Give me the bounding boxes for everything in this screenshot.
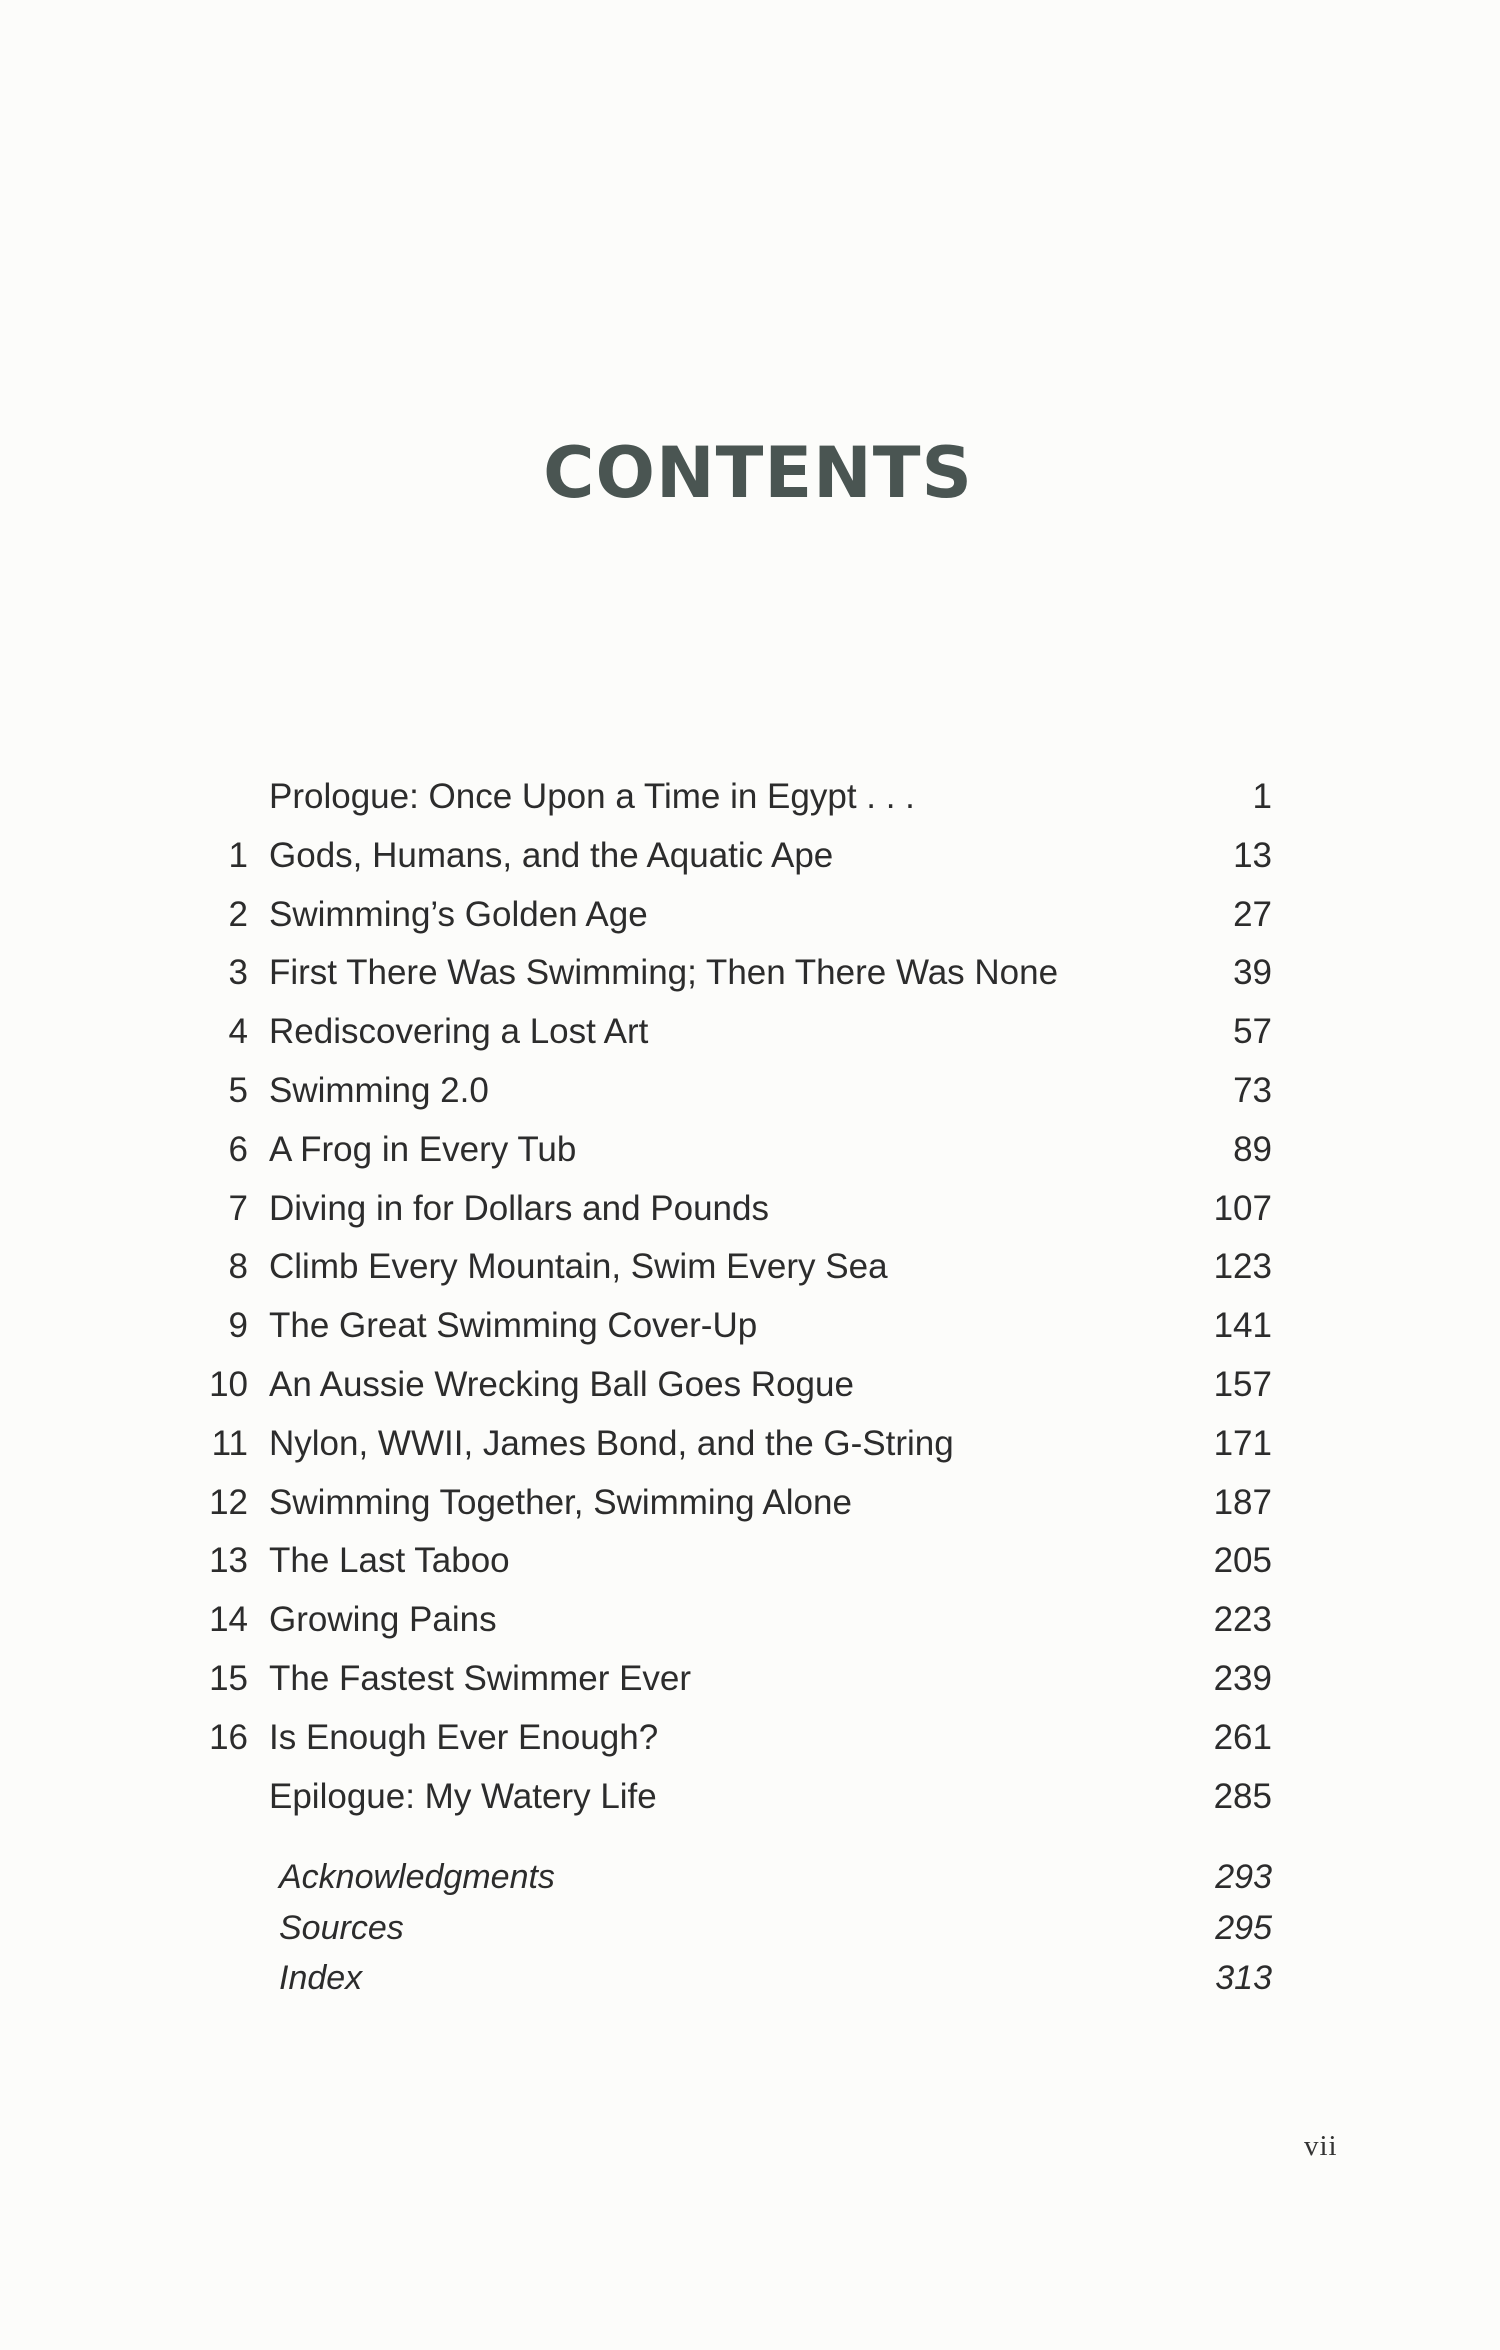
page-number: 141 xyxy=(1213,1306,1272,1346)
chapter-title: Swimming 2.0 xyxy=(269,1070,489,1110)
chapter-title: A Frog in Every Tub xyxy=(269,1129,577,1169)
toc-entry-epilogue xyxy=(200,1772,1272,1831)
page-number: 187 xyxy=(1213,1482,1272,1522)
toc-entry-chapter-15 xyxy=(200,1654,1272,1713)
toc-entry-chapter-7 xyxy=(200,1184,1272,1243)
chapter-number: 15 xyxy=(209,1658,248,1698)
toc-entry-chapter-16 xyxy=(200,1713,1272,1772)
chapter-title: Gods, Humans, and the Aquatic Ape xyxy=(269,835,834,875)
chapter-number: 10 xyxy=(209,1364,248,1404)
page-number: 285 xyxy=(1213,1776,1272,1816)
chapter-title: The Last Taboo xyxy=(269,1541,510,1581)
toc-entry-chapter-9 xyxy=(200,1301,1272,1360)
chapter-title: The Great Swimming Cover-Up xyxy=(269,1306,758,1346)
page-number: 27 xyxy=(1233,894,1272,934)
page-number: 171 xyxy=(1213,1423,1272,1463)
toc-entry-chapter-12 xyxy=(200,1478,1272,1537)
page-number: 205 xyxy=(1213,1541,1272,1581)
page-folio: vii xyxy=(1304,2130,1338,2162)
toc-entry-chapter-11 xyxy=(200,1419,1272,1478)
toc-entry-chapter-14 xyxy=(200,1595,1272,1654)
toc-entry-chapter-3 xyxy=(200,948,1272,1007)
page-number: 223 xyxy=(1213,1600,1272,1640)
chapter-number: 4 xyxy=(228,1012,248,1052)
chapter-number: 14 xyxy=(209,1600,248,1640)
chapter-number: 8 xyxy=(228,1247,248,1287)
page-number: 73 xyxy=(1233,1070,1272,1110)
chapter-number: 11 xyxy=(211,1423,248,1463)
page-number: 1 xyxy=(1252,777,1272,816)
page-number: 239 xyxy=(1213,1658,1272,1698)
toc-entry-prologue xyxy=(200,772,1272,831)
chapter-title: Nylon, WWII, James Bond, and the G-String xyxy=(269,1423,954,1463)
page-number: 293 xyxy=(1215,1858,1272,1896)
chapter-number: 7 xyxy=(228,1188,248,1228)
chapter-number: 16 xyxy=(209,1717,248,1757)
page-number: 89 xyxy=(1233,1129,1272,1169)
chapter-title: Is Enough Ever Enough? xyxy=(269,1717,659,1757)
page-number: 57 xyxy=(1233,1012,1272,1052)
toc-entry-chapter-13 xyxy=(200,1536,1272,1595)
back-matter-entry-acknowledgments xyxy=(279,1854,1272,1905)
table-of-contents xyxy=(200,772,1272,1830)
toc-entry-chapter-5 xyxy=(200,1066,1272,1125)
chapter-title: Growing Pains xyxy=(269,1600,497,1640)
chapter-title: First There Was Swimming; Then There Was None xyxy=(269,953,1059,993)
chapter-title: An Aussie Wrecking Ball Goes Rogue xyxy=(269,1364,854,1404)
page-number: 313 xyxy=(1215,1959,1272,1997)
toc-entry-chapter-10 xyxy=(200,1360,1272,1419)
page-number: 157 xyxy=(1213,1364,1272,1404)
chapter-title: Climb Every Mountain, Swim Every Sea xyxy=(269,1247,888,1287)
chapter-title: Swimming’s Golden Age xyxy=(269,894,648,934)
page-number: 123 xyxy=(1213,1247,1272,1287)
toc-entry-chapter-2 xyxy=(200,890,1272,949)
chapter-title: Rediscovering a Lost Art xyxy=(269,1012,649,1052)
back-matter-entry-index xyxy=(279,1955,1272,2006)
chapter-number: 5 xyxy=(228,1070,248,1110)
toc-entry-chapter-4 xyxy=(200,1007,1272,1066)
back-matter-title: Index xyxy=(279,1959,363,1997)
page-number: 261 xyxy=(1213,1717,1272,1757)
chapter-number: 6 xyxy=(228,1129,248,1169)
page-number: 39 xyxy=(1233,953,1272,993)
chapter-number: 1 xyxy=(228,835,248,875)
chapter-title: Diving in for Dollars and Pounds xyxy=(269,1188,769,1228)
toc-entry-chapter-8 xyxy=(200,1242,1272,1301)
page-number: 295 xyxy=(1215,1908,1272,1947)
chapter-number: 12 xyxy=(209,1482,248,1522)
chapter-number: 13 xyxy=(209,1541,248,1581)
toc-entry-chapter-6 xyxy=(200,1125,1272,1184)
chapter-number: 3 xyxy=(228,953,248,993)
chapter-number: 9 xyxy=(228,1306,248,1346)
chapter-number: 2 xyxy=(228,894,248,934)
page-number: 107 xyxy=(1213,1188,1272,1228)
back-matter-entry-sources xyxy=(279,1905,1272,1956)
toc-entry-chapter-1 xyxy=(200,831,1272,890)
back-matter-title: Acknowledgments xyxy=(279,1858,555,1896)
chapter-title: Swimming Together, Swimming Alone xyxy=(269,1482,852,1522)
chapter-title: Epilogue: My Watery Life xyxy=(269,1776,657,1816)
chapter-title: Prologue: Once Upon a Time in Egypt . . . xyxy=(269,777,915,816)
page-number: 13 xyxy=(1233,835,1272,875)
page-title: CONTENTS xyxy=(543,432,973,514)
chapter-title: The Fastest Swimmer Ever xyxy=(269,1658,692,1698)
back-matter-title: Sources xyxy=(279,1908,404,1947)
back-matter-list xyxy=(279,1854,1272,2006)
